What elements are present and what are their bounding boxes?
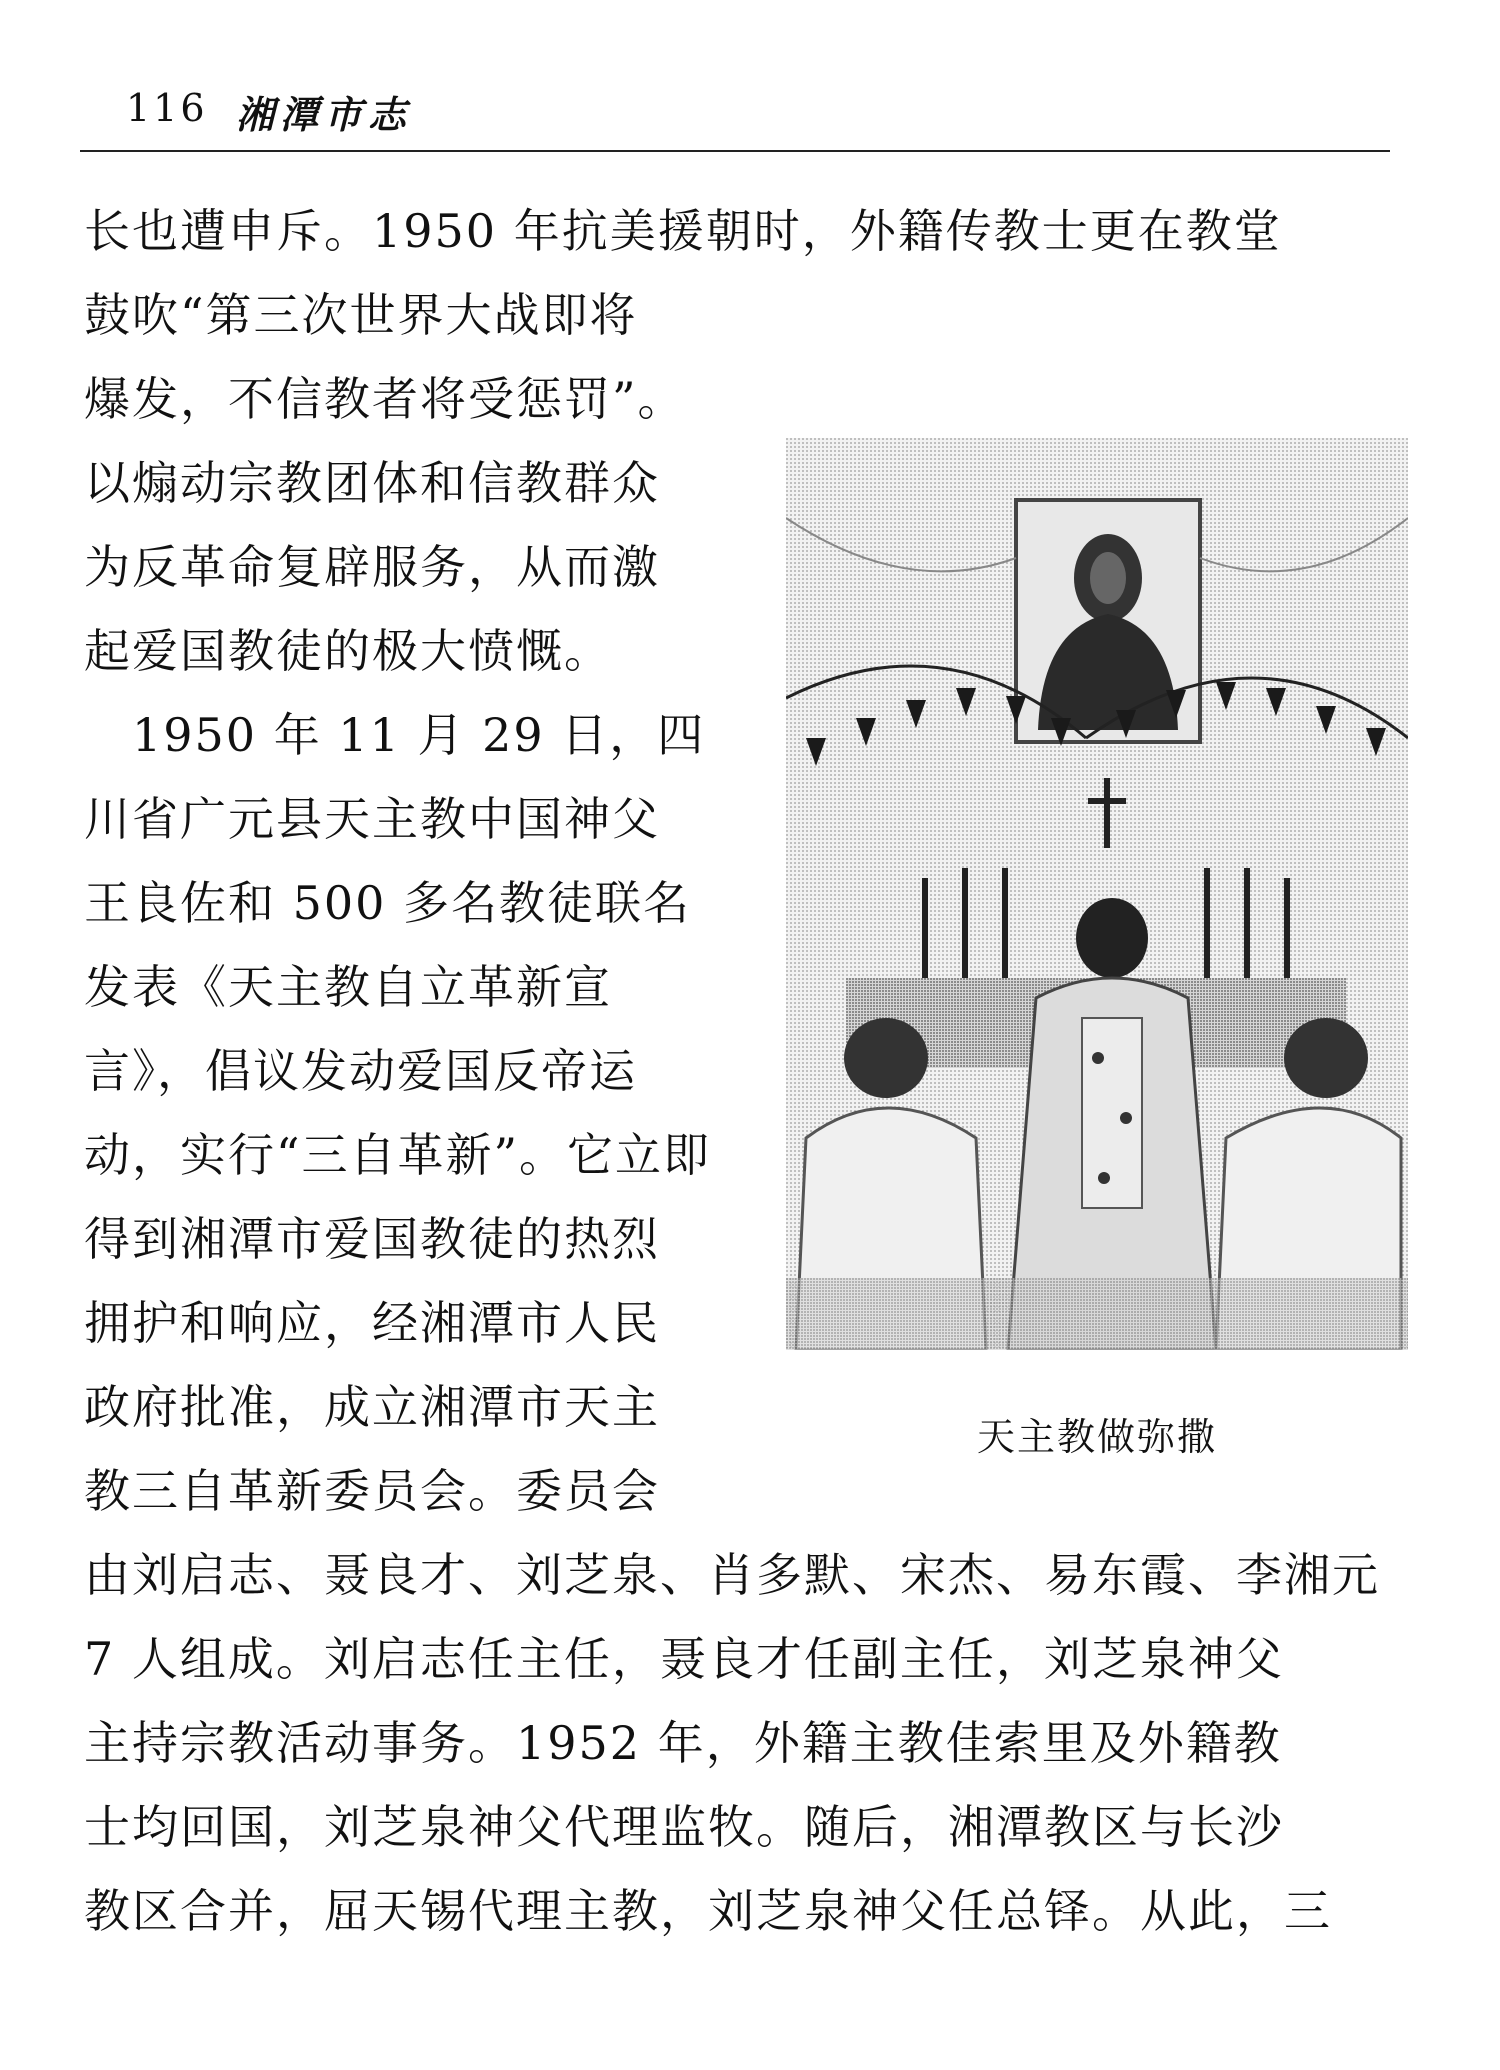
photo-caption: 天主教做弥撒	[976, 1415, 1217, 1459]
text-line: 政府批准，成立湘潭市天主	[84, 1380, 660, 1434]
text-line: 教三自革新委员会。委员会	[84, 1464, 660, 1518]
text-line: 教区合并，屈天锡代理主教，刘芝泉神父任总铎。从此，三	[84, 1884, 1332, 1938]
text-line: 川省广元县天主教中国神父	[84, 792, 660, 846]
text-line: 1950 年 11 月 29 日，四	[84, 708, 706, 762]
text-line: 以煽动宗教团体和信教群众	[84, 456, 660, 510]
book-title: 湘潭市志	[236, 93, 413, 137]
text-line: 发表《天主教自立革新宣	[84, 960, 612, 1014]
text-line: 言》，倡议发动爱国反帝运	[84, 1044, 637, 1098]
text-line: 王良佐和 500 多名教徒联名	[84, 876, 692, 930]
text-line: 动，实行“三自革新”。它立即	[84, 1128, 712, 1182]
mass-photo	[786, 438, 1408, 1350]
text-line: 由刘启志、聂良才、刘芝泉、肖多默、宋杰、易东霞、李湘元	[84, 1548, 1380, 1602]
text-line: 得到湘潭市爱国教徒的热烈	[84, 1212, 660, 1266]
text-line: 主持宗教活动事务。1952 年，外籍主教佳索里及外籍教	[84, 1716, 1282, 1770]
text-line: 7 人组成。刘启志任主任，聂良才任副主任，刘芝泉神父	[84, 1632, 1284, 1686]
text-line: 拥护和响应，经湘潭市人民	[84, 1296, 660, 1350]
text-line: 爆发，不信教者将受惩罚”。	[84, 372, 686, 426]
text-line: 起爱国教徒的极大愤慨。	[84, 624, 612, 678]
text-line: 士均回国，刘芝泉神父代理监牧。随后，湘潭教区与长沙	[84, 1800, 1284, 1854]
page-number: 116	[126, 86, 208, 130]
page-header	[108, 84, 1388, 144]
text-line: 鼓吹“第三次世界大战即将	[84, 288, 638, 342]
header-rule	[80, 150, 1390, 152]
text-line: 为反革命复辟服务，从而激	[84, 540, 660, 594]
text-line: 长也遭申斥。1950 年抗美援朝时，外籍传教士更在教堂	[84, 204, 1282, 258]
